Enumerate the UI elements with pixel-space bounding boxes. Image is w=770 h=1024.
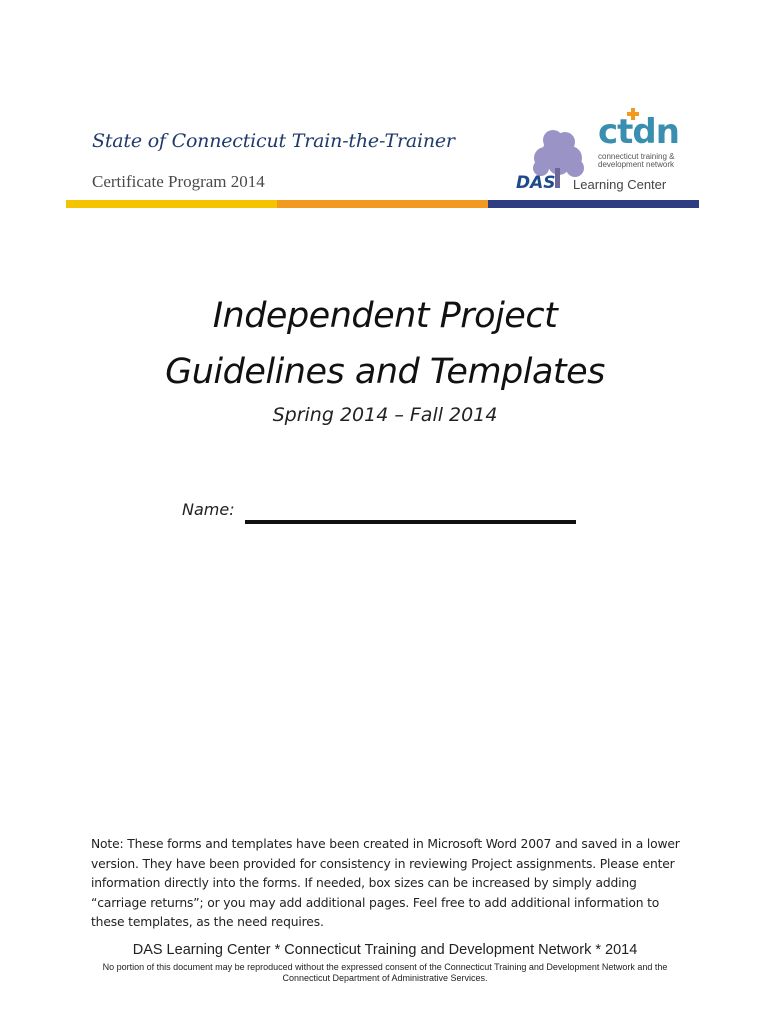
header-subtitle: Certificate Program 2014 xyxy=(92,172,265,191)
name-field[interactable] xyxy=(245,520,576,524)
header-title: State of Connecticut Train-the-Trainer xyxy=(92,130,455,152)
footer-main: DAS Learning Center * Connecticut Training and Development Network * 2014 xyxy=(132,942,638,958)
document-title-line-1: Independent Project xyxy=(212,296,558,336)
name-label: Name: xyxy=(182,500,235,519)
footer-disclaimer: No portion of this document may be reproduced without the expressed consent of the Connecticut Training and Development Network and the Connecticut Department of Administrative Services. xyxy=(102,962,668,983)
learning-center-text: Learning Center xyxy=(573,177,667,192)
note-paragraph: Note: These forms and templates have been created in Microsoft Word 2007 and saved in a lower version. They have been provided for consistency in reviewing Project assignments. Please enter information directly into the forms. If needed, box sizes can be increased by simply adding “carriage returns”; or you may add additional pages. Feel free to add additional information to these templates, as the need requires. xyxy=(91,837,680,929)
header-rule-yellow xyxy=(66,200,277,208)
header-rule-orange xyxy=(277,200,488,208)
document-dates: Spring 2014 – Fall 2014 xyxy=(272,404,498,426)
ctdn-logo-text: ctdn xyxy=(598,112,679,152)
das-logo-text: DAS xyxy=(516,173,556,193)
ctdn-tagline-1: connecticut training & xyxy=(598,152,675,161)
header-rule-navy xyxy=(488,200,699,208)
ctdn-tagline-2: development network xyxy=(598,160,675,169)
document-title-line-2: Guidelines and Templates xyxy=(165,352,605,392)
